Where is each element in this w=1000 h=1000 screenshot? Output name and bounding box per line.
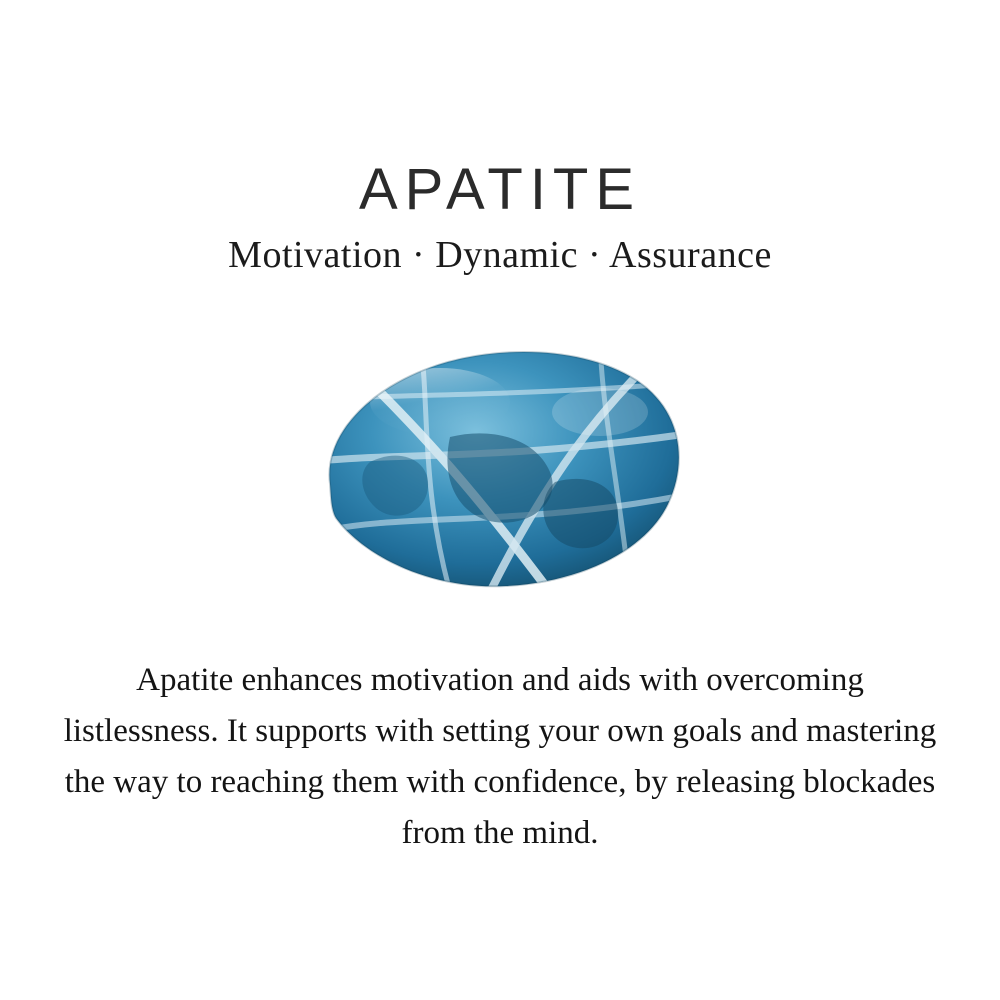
description-text: Apatite enhances motivation and aids with overcoming listlessness. It supports with setting your own goals and mastering the way to reaching them with confidence, by releasing blockades from the mind. <box>63 661 937 852</box>
page-title: APATITE <box>358 157 642 222</box>
apatite-stone-illustration <box>300 342 700 592</box>
stone-image <box>290 337 710 597</box>
keyword-subtitle: Motivation · Dynamic · Assurance <box>228 233 772 276</box>
